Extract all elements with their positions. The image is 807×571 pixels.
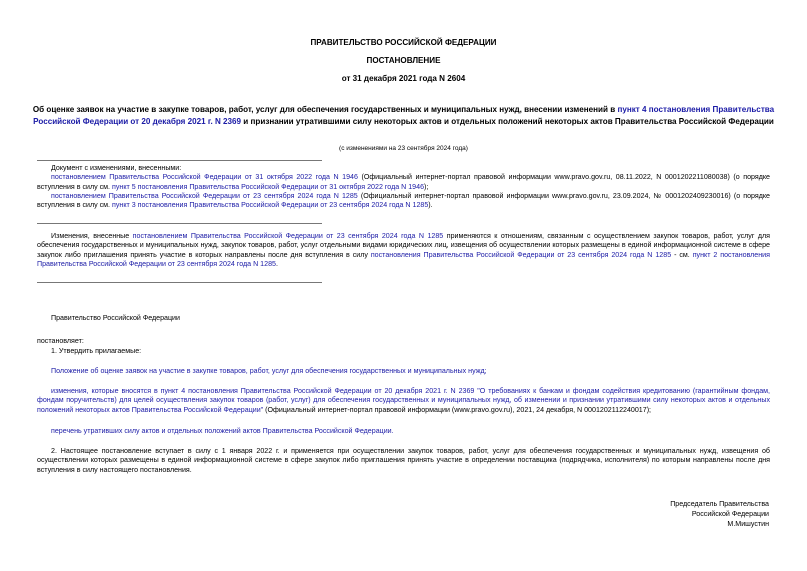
clause-1: 1. Утвердить прилагаемые: bbox=[51, 347, 142, 355]
changes-item-text: ). bbox=[428, 201, 433, 210]
signature-org: Российской Федерации bbox=[691, 510, 769, 518]
note-link-resolution-1285[interactable]: постановлением Правительства Российской Федерации от 23 сентября 2024 года N 1285 bbox=[132, 232, 444, 240]
changes-heading: Документ с изменениями, внесенными: bbox=[51, 164, 182, 172]
signature-block bbox=[569, 499, 769, 529]
changes-item-text: (Официальный интернет-портал правовой информации www.pravo.gov.ru, 23.09.2024, № 0001202409230016) (о порядке вступления в силу см. bbox=[37, 191, 770, 210]
document-type: ПОСТАНОВЛЕНИЕ bbox=[366, 56, 441, 65]
title-link-point4[interactable]: пункт 4 bbox=[617, 105, 647, 114]
link-point3-resolution-1285[interactable]: пункт 3 постановления Правительства Российской Федерации от 23 сентября 2024 года N 1285 bbox=[112, 201, 429, 210]
amendments-source: (Официальный интернет-портал правовой информации (www.pravo.gov.ru), 2021, 24 декабря, N 0001202112240017); bbox=[263, 405, 652, 414]
link-amendments[interactable]: изменения bbox=[51, 387, 87, 395]
title-text: и признании утратившими силу некоторых актов и отдельных положений некоторых актов Правительства Российской Федерации bbox=[241, 116, 774, 126]
link-resolution-1946[interactable]: постановлением Правительства Российской Федерации от 31 октября 2022 года N 1946 bbox=[51, 173, 358, 182]
link-amendments-description[interactable]: , которые вносятся в пункт 4 постановления Правительства Российской Федерации от 20 декабря 2021 г. N 2369 "О требованиях к банкам и фондам содействия кредитованию (гарантийным фондам, фондам поручительств) для целей осуществления закупок товаров (работ, услуг) для обеспечения государственных и муниципальных нужд, об изменении и признании утратившими силу некоторых актов и отдельных положений некоторых актов Правительства Российской Федерации" bbox=[37, 387, 770, 414]
divider bbox=[37, 282, 322, 283]
signature-name: М.Мишустин bbox=[727, 520, 769, 528]
decides-label: постановляет: bbox=[37, 337, 84, 345]
approved-item-amendments bbox=[37, 387, 770, 415]
link-resolution-1285[interactable]: постановлением Правительства Российской Федерации от 23 сентября 2024 года N 1285 bbox=[51, 191, 358, 200]
document-date-number: от 31 декабря 2021 года N 2604 bbox=[341, 74, 466, 83]
revision-note: (с изменениями на 23 сентября 2024 года) bbox=[339, 145, 468, 152]
government-name: ПРАВИТЕЛЬСТВО РОССИЙСКОЙ ФЕДЕРАЦИИ bbox=[310, 38, 497, 47]
changes-item-text: ); bbox=[424, 182, 429, 191]
signature-title: Председатель Правительства bbox=[670, 500, 769, 508]
issuing-authority: Правительство Российской Федерации bbox=[51, 314, 180, 322]
link-regulation-on-evaluation[interactable]: Положение об оценке заявок на участие в закупке товаров, работ, услуг для обеспечения государственных и муниципальных нужд; bbox=[51, 367, 487, 375]
changes-list bbox=[37, 164, 770, 210]
clause-2: 2. Настоящее постановление вступает в силу с 1 января 2022 г. и применяется при осуществлении закупок товаров, работ, услуг для обеспечения государственных и муниципальных нужд, извещения об осуществлении которых размещены в единой информационной системе в сфере закупок либо приглашения принять участие в определении поставщика (подрядчика, исполнителя) по которым направлены после дня вступления в силу настоящего постановления. bbox=[37, 447, 770, 474]
document-title bbox=[30, 104, 777, 127]
note-text: . bbox=[275, 259, 278, 268]
approved-item-repealed-list bbox=[37, 427, 770, 436]
approved-item-regulation bbox=[37, 367, 770, 376]
link-point5-resolution-1946[interactable]: пункт 5 постановления Правительства Российской Федерации от 31 октября 2022 года N 1946 bbox=[112, 182, 425, 191]
changes-item-2 bbox=[37, 192, 770, 211]
title-link-resolution-2369[interactable]: постановления Правительства Российской Федерации от 20 декабря 2021 г. N 2369 bbox=[33, 105, 775, 126]
application-note bbox=[37, 232, 770, 269]
changes-item-1 bbox=[37, 173, 770, 192]
note-link-resolution-1285-2[interactable]: постановления Правительства Российской Федерации от 23 сентября 2024 года N 1285 bbox=[370, 250, 672, 259]
note-text: Изменения, внесенные bbox=[51, 232, 133, 240]
note-text: применяются к отношениям, связанным с осуществлением закупок товаров, работ, услуг для обеспечения государственных и муниципальных нужд, закупок товаров, работ, услуг отдельными видами юридических лиц, извещения об осуществлении которых размещены в единой информационной системе в сфере закупок либо приглашения принять участие в которых направлены после дня вступления в силу bbox=[37, 232, 770, 259]
note-link-point2-resolution-1285[interactable]: пункт 2 постановления Правительства Российской Федерации от 23 сентября 2024 года N 1285 bbox=[37, 250, 770, 268]
changes-item-text: (Официальный интернет-портал правовой информации www.pravo.gov.ru, 08.11.2022, N 0001202211080038) (о порядке вступления в силу см. bbox=[37, 173, 770, 191]
link-repealed-acts-list[interactable]: перечень утративших силу актов и отдельных положений актов Правительства Российской Федерации. bbox=[51, 427, 394, 435]
note-text: - см. bbox=[671, 250, 693, 259]
divider bbox=[37, 160, 322, 161]
divider bbox=[37, 223, 322, 224]
title-text: Об оценке заявок на участие в закупке товаров, работ, услуг для обеспечения государственных и муниципальных нужд, внесении изменений в bbox=[32, 105, 618, 114]
